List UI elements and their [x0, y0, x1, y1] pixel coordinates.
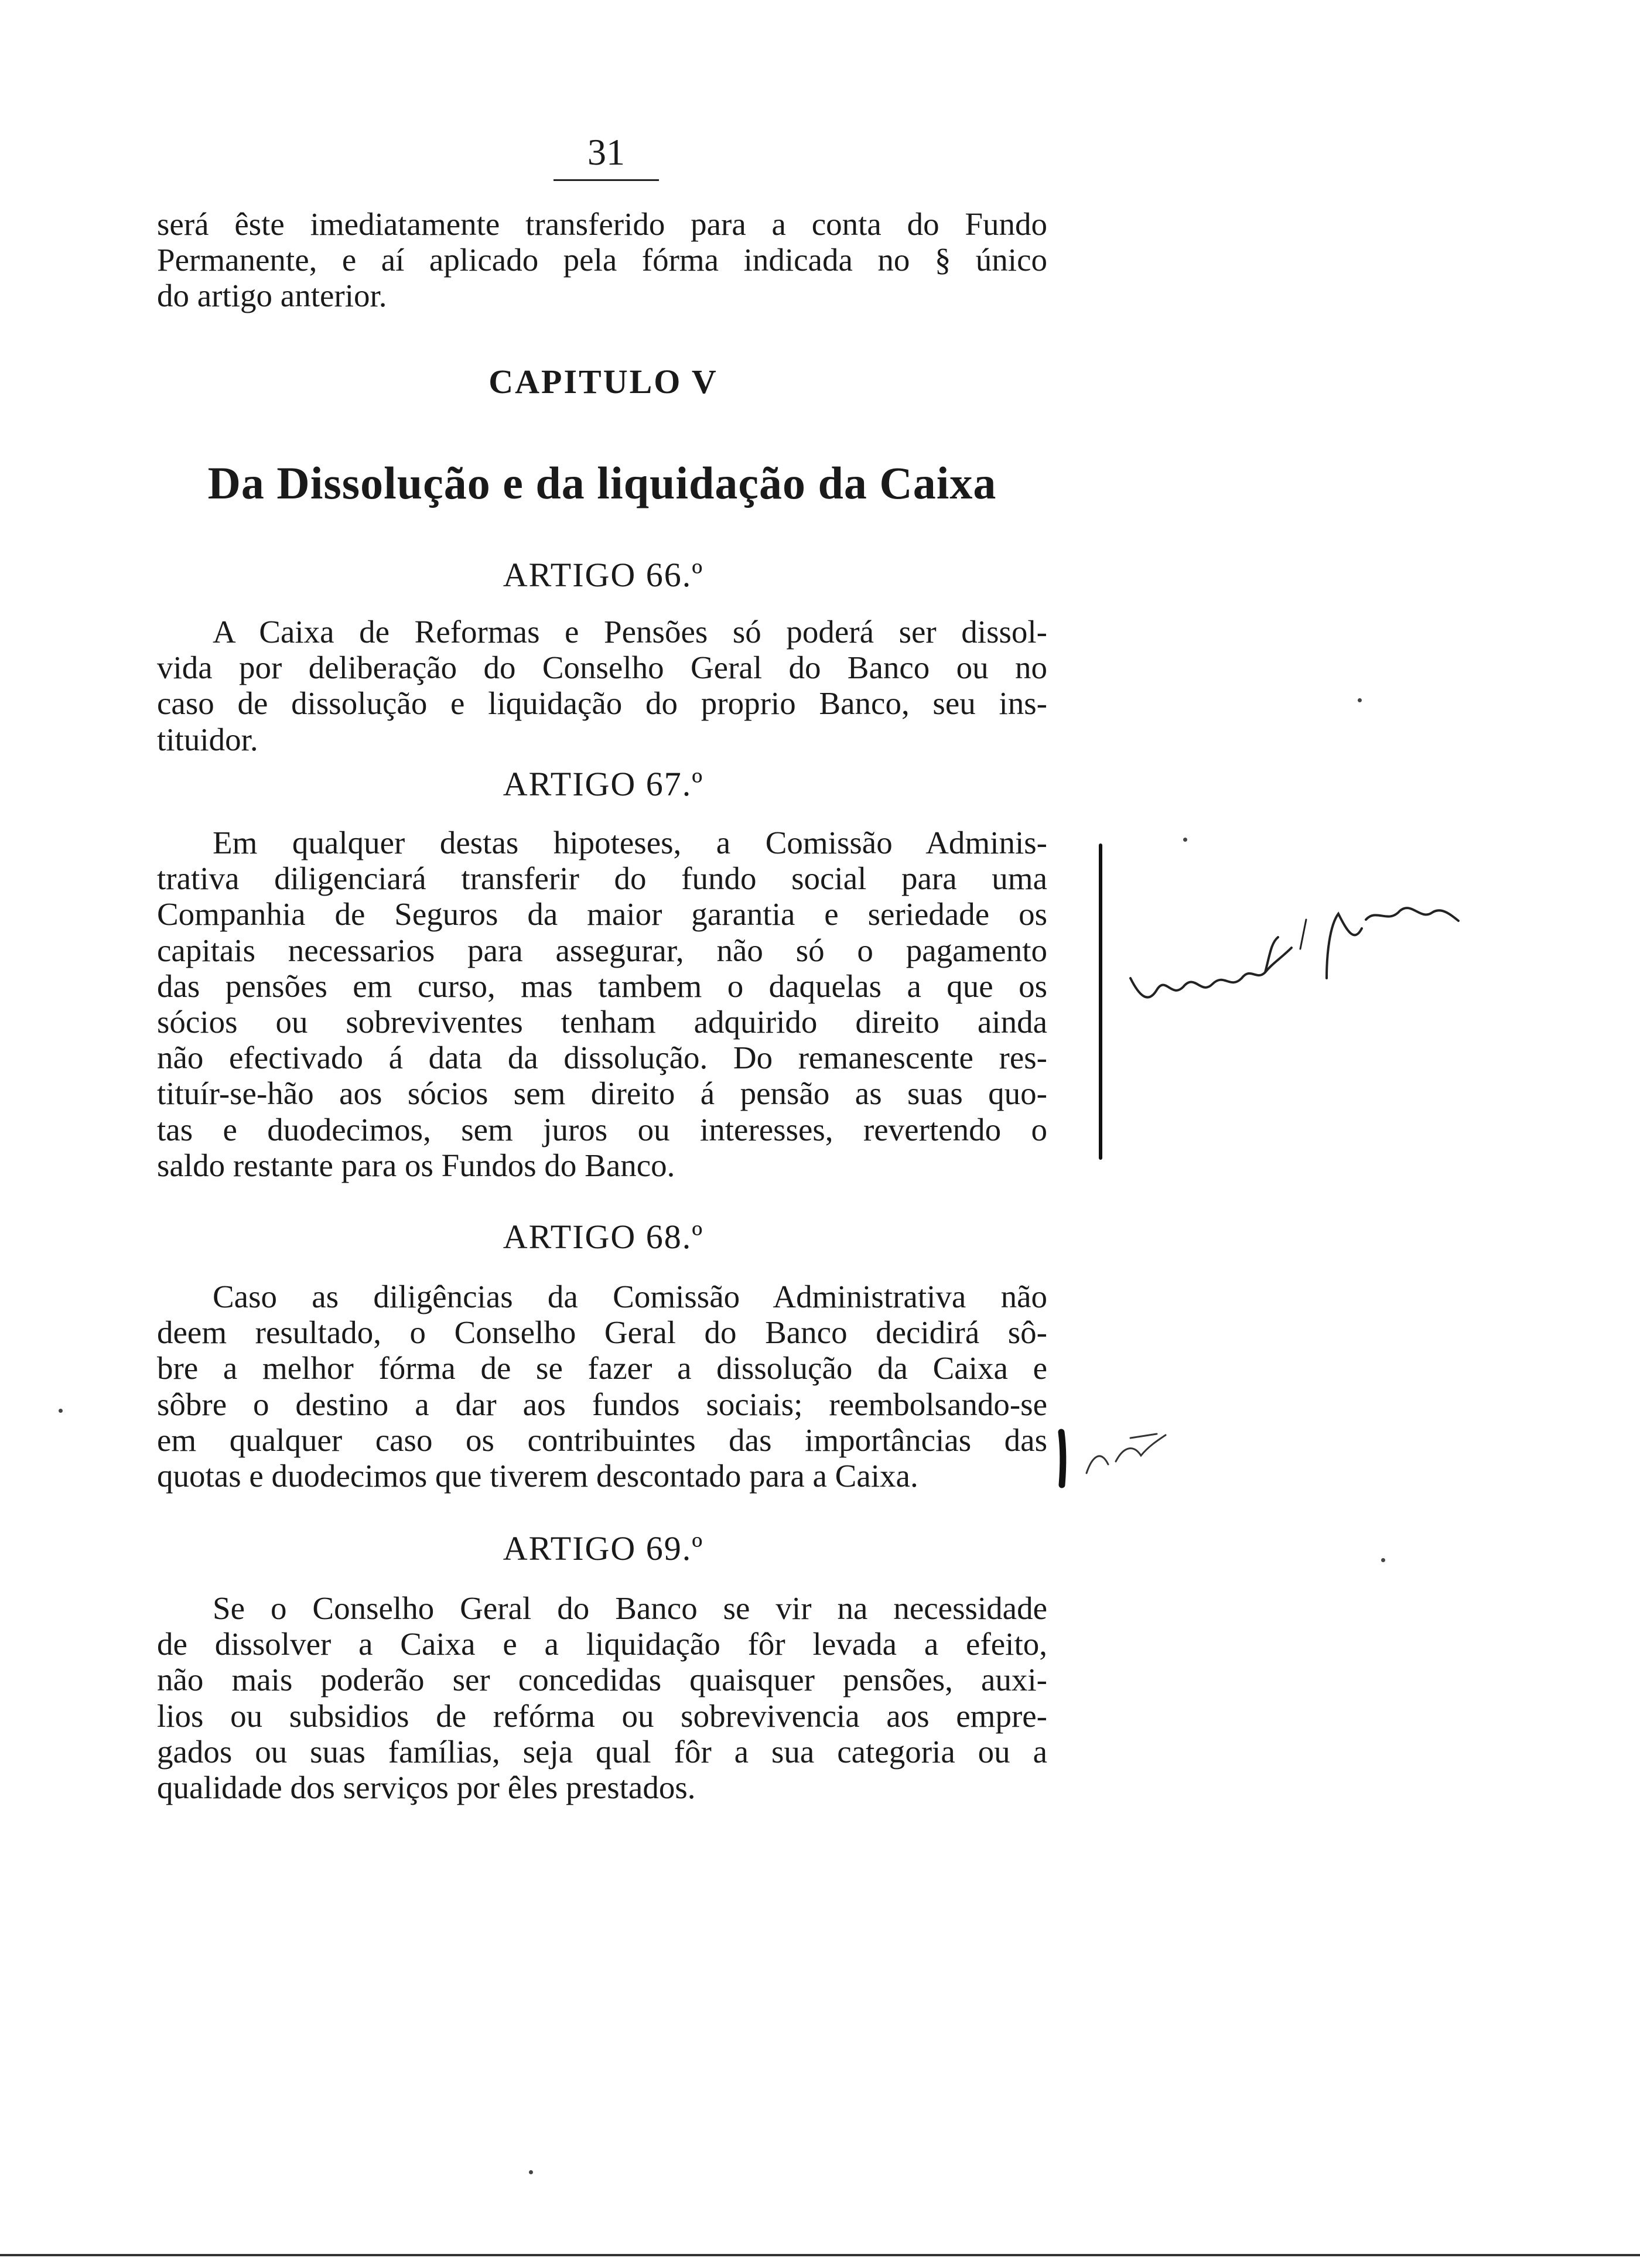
article-68-paragraph: [157, 1279, 1047, 1494]
text-line: das pensões em curso, mas tambem o daquelas a que os: [157, 968, 1047, 1004]
handwritten-annotation-icon: [1125, 879, 1464, 1031]
article-69-heading: ARTIGO 69.º: [503, 1529, 704, 1567]
scan-speck: [1358, 698, 1362, 702]
article-68-heading: ARTIGO 68.º: [503, 1218, 704, 1256]
text-line: trativa diligenciará transferir do fundo social para uma: [157, 860, 1047, 897]
text-line: gados ou suas famílias, seja qual fôr a sua categoria ou a: [157, 1733, 1047, 1770]
article-67-paragraph: [157, 825, 1047, 1183]
text-line: deem resultado, o Conselho Geral do Banco decidirá sô-: [157, 1314, 1047, 1351]
text-line: Companhia de Seguros da maior garantia e seriedade os: [157, 896, 1047, 933]
text-line: qualidade dos serviços por êles prestados.: [157, 1770, 696, 1806]
text-line: quotas e duodecimos que tiverem descontado para a Caixa.: [157, 1458, 918, 1494]
text-line: de dissolver a Caixa e a liquidação fôr levada a efeito,: [157, 1626, 1047, 1662]
scan-speck: [59, 1409, 63, 1413]
text-line: bre a melhor fórma de se fazer a dissolução da Caixa e: [157, 1350, 1047, 1386]
scan-speck: [1381, 1558, 1385, 1562]
chapter-label: CAPITULO V: [488, 363, 718, 401]
text-line: lios ou subsidios de refórma ou sobrevivencia aos empre-: [157, 1697, 1047, 1734]
text-line: sócios ou sobreviventes tenham adquirido direito ainda: [157, 1004, 1047, 1040]
article-69-paragraph: [157, 1590, 1047, 1805]
text-line: sôbre o destino a dar aos fundos sociais; reembolsando-se: [157, 1386, 1047, 1422]
text-line: tituidor.: [157, 721, 258, 757]
text-line: Em qualquer destas hipoteses, a Comissão Adminis-: [213, 825, 1047, 860]
scan-speck: [1183, 838, 1187, 842]
scan-speck: [529, 2170, 533, 2174]
handwritten-annotation-small-icon: [1054, 1423, 1207, 1494]
article-66-heading: ARTIGO 66.º: [503, 556, 704, 594]
text-line: em qualquer caso os contribuintes das importâncias das: [157, 1422, 1047, 1458]
article-66-paragraph: [157, 614, 1047, 757]
page-number: 31: [587, 131, 625, 173]
text-line: não mais poderão ser concedidas quaisquer pensões, auxi-: [157, 1662, 1047, 1698]
text-line: A Caixa de Reformas e Pensões só poderá ser dissol-: [213, 614, 1047, 650]
text-line: Permanente, e aí aplicado pela fórma indicada no § único: [157, 242, 1047, 278]
continuation-paragraph: [157, 206, 1047, 314]
text-line: vida por deliberação do Conselho Geral do Banco ou no: [157, 650, 1047, 686]
chapter-title: Da Dissolução e da liquidação da Caixa: [207, 457, 997, 508]
margin-bracket-article-67: [1099, 843, 1102, 1160]
text-line: tituír-se-hão aos sócios sem direito á pensão as suas quo-: [157, 1075, 1047, 1112]
text-line: será êste imediatamente transferido para a conta do Fundo: [157, 206, 1047, 242]
text-line: saldo restante para os Fundos do Banco.: [157, 1147, 675, 1183]
text-line: Caso as diligências da Comissão Administrativa não: [213, 1279, 1047, 1314]
page-number-rule: [554, 179, 659, 181]
text-line: capitais necessarios para assegurar, não só o pagamento: [157, 932, 1047, 968]
text-line: caso de dissolução e liquidação do proprio Banco, seu ins-: [157, 685, 1047, 722]
text-line: Se o Conselho Geral do Banco se vir na necessidade: [213, 1590, 1047, 1626]
text-line: do artigo anterior.: [157, 278, 387, 314]
article-67-heading: ARTIGO 67.º: [503, 765, 704, 803]
scan-bottom-edge: [0, 2254, 1640, 2256]
text-line: tas e duodecimos, sem juros ou interesses, revertendo o: [157, 1111, 1047, 1147]
text-line: não efectivado á data da dissolução. Do remanescente res-: [157, 1040, 1047, 1076]
